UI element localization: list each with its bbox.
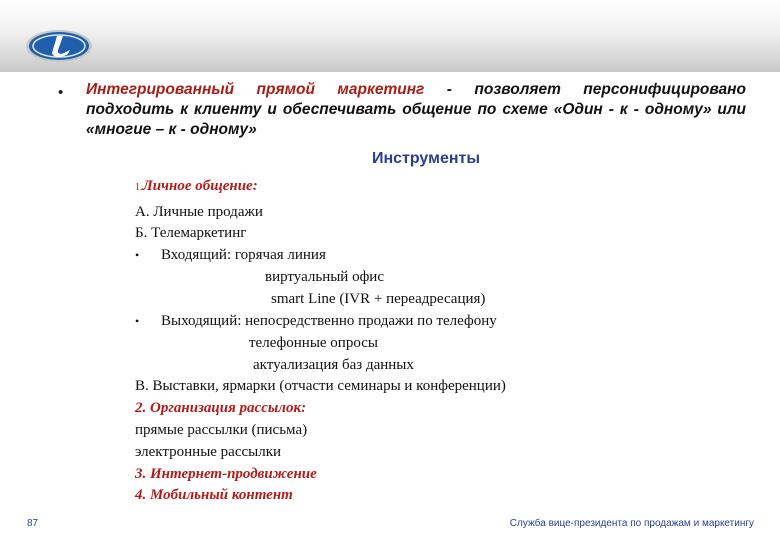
bullet-icon: • <box>135 314 140 328</box>
item-number: 1. <box>135 182 143 193</box>
intro-paragraph <box>86 80 746 140</box>
intro-text: - позволяет персонифицировано подходить к клиенту и обеспечивать общение по схеме «Один - к - одному» или «многие – к - одному» <box>86 81 746 138</box>
list-item <box>135 312 497 330</box>
list-item: виртуальный офис <box>265 269 384 285</box>
list-item: электронные рассылки <box>135 444 282 460</box>
list-item: 3. Интернет-продвижение <box>135 466 317 482</box>
header-band <box>0 0 780 72</box>
bullet-icon: • <box>135 248 140 262</box>
list-item: Б. Телемаркетинг <box>135 225 247 241</box>
tools-heading-text: Инструменты <box>371 150 481 167</box>
intro-bullet: • <box>58 84 64 101</box>
list-item: smart Line (IVR + переадресация) <box>271 291 486 307</box>
page-number: 87 <box>27 518 39 529</box>
list-item: В. Выставки, ярмарки (отчасти семинары и конференции) <box>135 378 506 394</box>
item-text: Выходящий: непосредственно продажи по телефону <box>161 313 497 329</box>
item-text: Входящий: горячая линия <box>161 247 326 263</box>
lada-logo-icon <box>24 28 94 64</box>
tools-heading <box>0 150 780 168</box>
list-item: 2. Организация рассылок: <box>135 400 307 416</box>
intro-highlight: Интегрированный прямой маркетинг <box>86 81 425 98</box>
list-item <box>135 246 326 264</box>
list-item: А. Личные продажи <box>135 204 263 220</box>
list-item: телефонные опросы <box>249 335 378 351</box>
footer-department: Служба вице-президента по продажам и маркетингу <box>509 518 754 529</box>
item-text: Личное общение: <box>142 178 258 194</box>
list-item: актуализация баз данных <box>253 357 414 373</box>
list-item: прямые рассылки (письма) <box>135 422 308 438</box>
list-item <box>135 177 258 197</box>
list-item: 4. Мобильный контент <box>135 487 293 503</box>
